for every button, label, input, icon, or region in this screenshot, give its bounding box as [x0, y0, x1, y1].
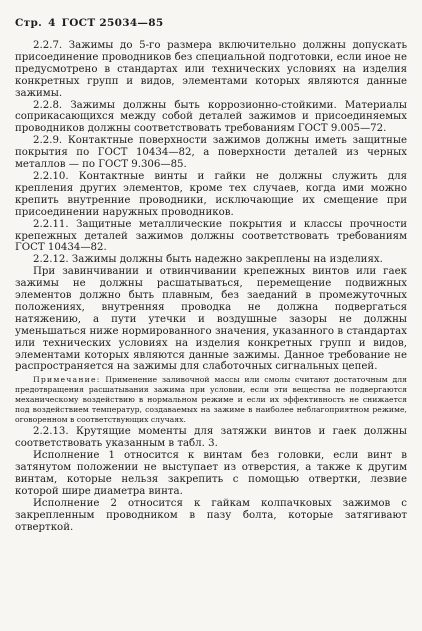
clause-2-2-10: 2.2.10. Контактные винты и гайки не должны служить для крепления других элементов, кроме тех случаев, когда ими можно крепить внутренние проводники, исключающие их смещение при присоединении наружных проводников.: [15, 170, 407, 218]
page-header: [15, 17, 169, 29]
clause-2-2-11: 2.2.11. Защитные металлические покрытия и классы прочности крепежных деталей зажимов должны соответствовать требованиям ГОСТ 10434—82.: [15, 218, 407, 254]
clause-2-2-12: 2.2.12. Зажимы должны быть надежно закреплены на изделиях.: [33, 254, 383, 266]
clause-2-2-12-detail: При завинчивании и отвинчивании крепежных винтов или гаек зажимы не должны расшатываться, перемещение подвижных элементов должно быть плавным, без заеданий в промежуточных положениях, внутренняя проводка не должна подвергаться натяжению, а пути утечки и воздушные зазоры не должны уменьшаться ниже нормированного значения, указанного в стандартах или технических условиях на изделия конкретных групп и видов, элементами которых являются данные зажимы. Данное требование не распространяется на зажимы для слаботочных сигнальных цепей.: [15, 266, 407, 373]
document-body: [15, 40, 407, 534]
note-text: Применение заливочной массы или смолы считают достаточным для предотвращения расшатывания зажима при условии, если эти вещества не подвергаются механическому воздействию в нормальном режиме и если их эффективность не снижается под воздействием температур, создаваемых на зажиме в наиболее неблагоприятном режиме, оговоренном в соответствующих случаях.: [15, 375, 407, 425]
variant-2-description: Исполнение 2 относится к гайкам колпачковых зажимов с закрепленным проводником в пазу болта, которые затягивают отверткой.: [15, 497, 407, 533]
clause-2-2-7: 2.2.7. Зажимы до 5-го размера включительно должны допускать присоединение проводников без специальной подготовки, если иное не предусмотрено в стандартах или технических условиях на изделия конкретных групп и видов, элементами которых являются данные зажимы.: [15, 40, 407, 99]
page-number: 4: [48, 17, 56, 29]
clause-2-2-9: 2.2.9. Контактные поверхности зажимов должны иметь защитные покрытия по ГОСТ 10434—82, а поверхности деталей из черных металлов — по ГОСТ 9.306—85.: [15, 135, 407, 171]
clause-2-2-13: 2.2.13. Крутящие моменты для затяжки винтов и гаек должны соответствовать указанным в табл. 3.: [15, 426, 407, 450]
page-label: Стр.: [15, 17, 43, 29]
clause-2-2-8: 2.2.8. Зажимы должны быть коррозионно-стойкими. Материалы соприкасающихся между собой деталей зажимов и присоединяемых проводников должны соответствовать требованиям ГОСТ 9.005—72.: [15, 99, 407, 135]
variant-1-description: Исполнение 1 относится к винтам без головки, если винт в затянутом положении не выступает из отверстия, а также к другим винтам, которые нельзя закрепить с помощью отвертки, лезвие которой шире диаметра винта.: [15, 450, 407, 497]
note: [15, 375, 407, 425]
standard-code: ГОСТ 25034—85: [61, 17, 164, 29]
note-label: Примечание:: [33, 375, 101, 385]
